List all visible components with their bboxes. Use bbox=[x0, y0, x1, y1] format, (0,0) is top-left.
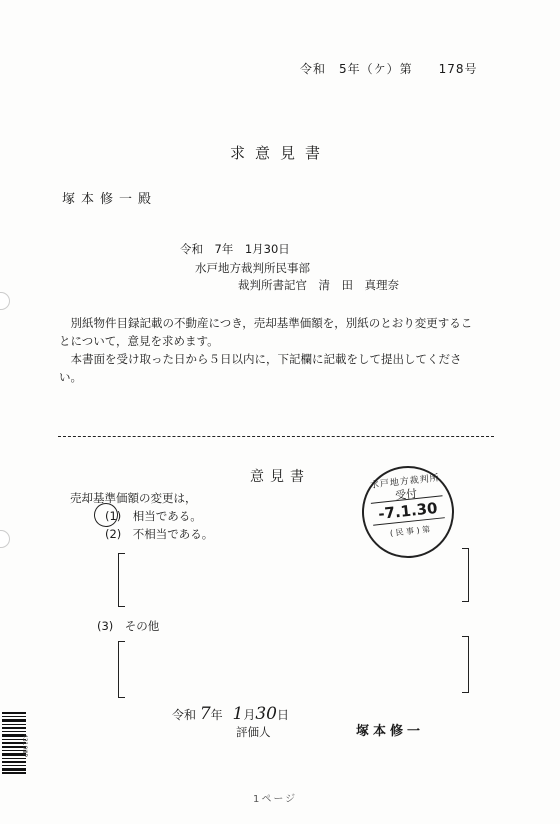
stamp-received: 受付 bbox=[394, 486, 418, 503]
signature-day: 30 bbox=[255, 704, 277, 724]
stamp-dept: ( 民 事 ) 第 bbox=[389, 524, 431, 538]
bracket-left bbox=[118, 553, 125, 607]
bracket-right bbox=[462, 636, 469, 693]
clerk-name: 裁判所書記官 清 田 真理奈 bbox=[238, 278, 399, 292]
court-name: 水戸地方裁判所民事部 bbox=[195, 261, 310, 275]
section-divider bbox=[58, 436, 494, 437]
page-number: 1ページ bbox=[253, 794, 298, 805]
case-number: 令和 5年（ケ）第 178号 bbox=[300, 62, 478, 76]
received-stamp bbox=[357, 461, 458, 562]
month-unit: 月 bbox=[243, 708, 256, 722]
request-title: 求意見書 bbox=[229, 144, 330, 162]
option-appropriate: (1) 相当である。 bbox=[105, 509, 202, 523]
year-unit: 年 bbox=[210, 708, 223, 722]
bracket-right bbox=[462, 548, 469, 602]
bracket-left bbox=[118, 641, 125, 698]
request-body-line2: 本書面を受け取った日から５日以内に，下記欄に記載をして提出してください。 bbox=[59, 352, 462, 384]
signature-month: 1 bbox=[232, 704, 244, 724]
addressee: 塚本修一殿 bbox=[62, 192, 158, 207]
request-body bbox=[59, 314, 479, 386]
punch-hole bbox=[0, 292, 10, 310]
appraiser-name: 塚本修一 bbox=[356, 724, 425, 739]
stamp-date: -7.1.30 bbox=[377, 498, 439, 524]
option-other: (3) その他 bbox=[97, 619, 160, 633]
signature-era: 令和 bbox=[172, 708, 197, 722]
stamp-court: 水戸地方裁判所 bbox=[369, 473, 441, 491]
day-unit: 日 bbox=[277, 708, 290, 722]
barcode-number: 4319ⅢP bbox=[21, 734, 28, 758]
signature-date bbox=[172, 704, 289, 724]
request-body-line1: 別紙物件目録記載の不動産につき，売却基準価額を，別紙のとおり変更することについて，意見を求めます。 bbox=[59, 316, 473, 348]
punch-hole bbox=[0, 530, 10, 548]
opinion-title: 意見書 bbox=[250, 469, 310, 485]
option-inappropriate: (2) 不相当である。 bbox=[105, 527, 214, 541]
signature-year: 7 bbox=[199, 704, 211, 724]
issue-date: 令和 7年 1月30日 bbox=[180, 242, 290, 256]
appraiser-label: 評価人 bbox=[236, 725, 271, 739]
opinion-question: 売却基準価額の変更は， bbox=[70, 491, 197, 505]
